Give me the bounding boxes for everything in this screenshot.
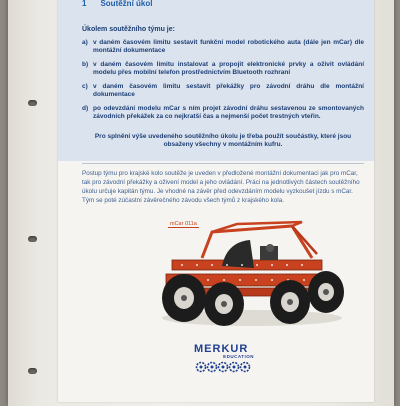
list-marker: a) [82,39,88,46]
list-marker: c) [82,83,88,90]
procedure-paragraph: Postup týmu pro krajské kolo soutěže je uveden v předložené montážní dokumentaci jak pro mCar, tak pro závodní překážky a oživení model a jeho ovládání. Práci na jednotlivých částech soutěžního úkolu určuje kapitán týmu. Je vhodné na závěr před odevzdáním modelu vyzkoušet jízdu s mCar. Tým se poté zúčastní závěrečného závodu všech týmů z krajského kola. [82,170,360,204]
list-text: v daném časovém limitu instalovat a propojit elektronické prvky a oživit ovládání modelu přes mobilní telefon prostřednictvím Bluetooth rozhraní [93,61,364,76]
task-intro: Úkolem soutěžního týmu je: [82,26,175,33]
punch-hole [28,100,37,106]
logo-subtitle: EDUCATION [223,354,254,359]
logo-brand: MERKUR [194,343,249,355]
list-item [82,83,364,99]
section-title: Soutěžní úkol [100,0,153,8]
task-note: Pro splnění výše uvedeného soutěžního úkolu je třeba použít součástky, které jsou obsaženy všechny v montážním kufru. [94,133,352,148]
punch-hole [28,236,37,242]
list-text: v daném časovém limitu sestavit funkční model robotického auta (dále jen mCar) dle montážní dokumentace [93,39,364,54]
list-marker: b) [82,61,89,68]
list-text: v daném časovém limitu sestavit překážky pro závodní dráhu dle montážní dokumentace [93,83,364,98]
list-item [82,105,364,121]
divider [82,163,364,164]
list-text: po odevzdání modelu mCar s ním projet závodní dráhu sestavenou ze smontovaných závodních překážek za co nejkratší čas a nejmenší počet trestných vteřin. [93,105,364,120]
list-marker: d) [82,105,89,112]
task-list [82,39,364,127]
list-item [82,61,364,77]
document-page [58,0,374,402]
punch-hole [28,368,37,374]
gears-icon [194,360,258,374]
section-number: 1 [82,0,87,8]
mcar-illustration [142,218,352,330]
section-heading [82,0,166,8]
merkur-logo [194,344,258,374]
figure-label: mCar 011a [170,221,197,227]
list-item [82,39,364,55]
